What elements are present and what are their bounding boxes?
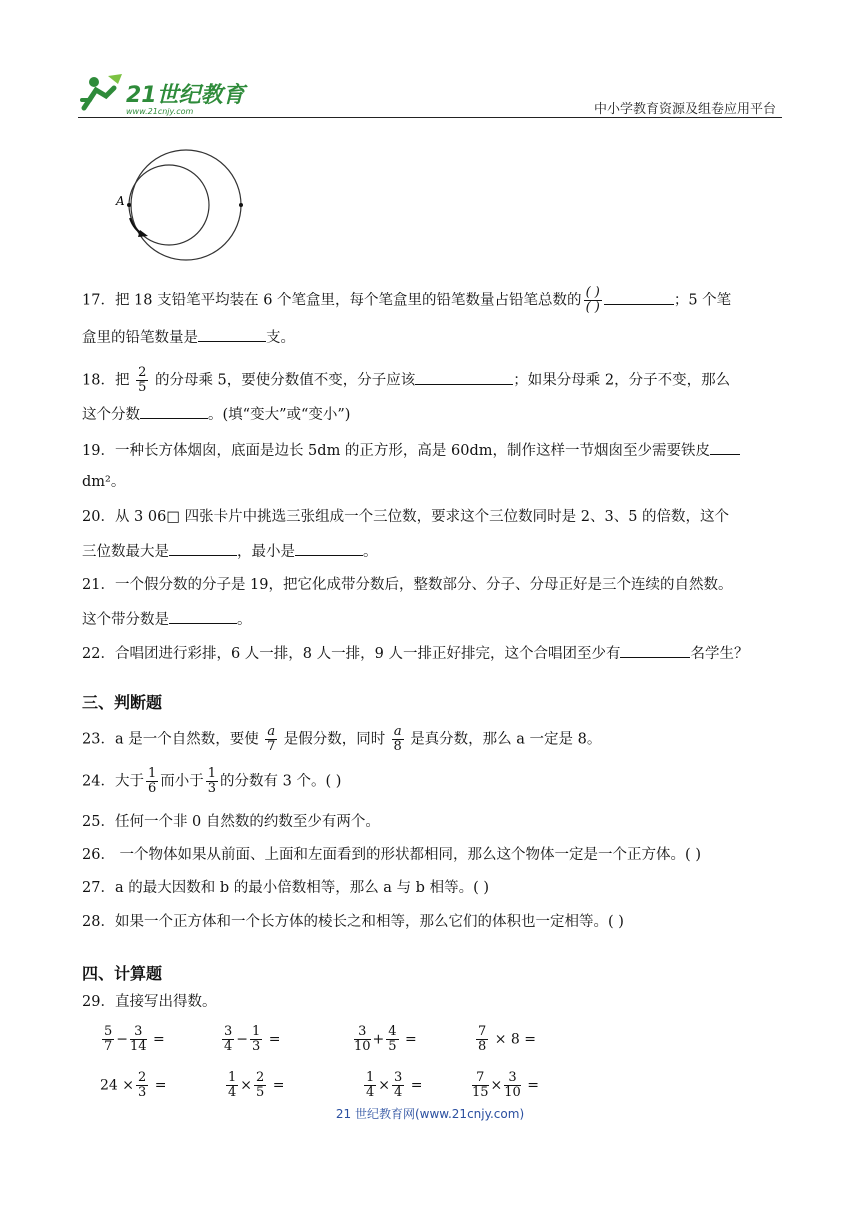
runner-logo-icon [78,70,248,120]
platform-label: 中小学教育资源及组卷应用平台 [593,102,776,117]
answer-blank[interactable] [198,327,266,342]
question-26: 26． 一个物体如果从前面、上面和左面看到的形状都相同，那么这个物体一定是一个正方体。( ) [82,847,701,863]
answer-blank[interactable] [710,440,740,455]
answer-blank[interactable] [295,541,363,556]
circles-figure [112,138,252,270]
site-logo[interactable] [78,70,248,120]
question-25: 25．任何一个非 0 自然数的约数至少有两个。 [82,814,380,830]
section-title-calculation: 四、计算题 [82,964,163,983]
question-21: 21．一个假分数的分子是 19，把它化成带分数后，整数部分、分子、分母正好是三个连续的自然数。 [82,577,733,593]
answer-blank[interactable] [169,541,237,556]
calc-item: $\frac{3}{10}$ + $\frac{4}{5}$ = [354,1024,417,1054]
question-17-cont: 盒里的铅笔数量是 支。 [82,327,780,348]
answer-blank[interactable] [604,290,674,305]
question-23: 23．a 是一个自然数，要使 $\frac{a}{7}$ 是假分数，同时 $\frac{a}{8}$ 是真分数，那么 a 一定是 8。 [82,724,602,754]
question-21-cont: 这个带分数是 。 [82,609,780,630]
calc-item: $\frac{7}{15}$ × $\frac{3}{10}$ = [472,1070,540,1100]
fraction: $\frac{( )}{( )}$ [585,285,600,315]
fraction: $\frac{1}{6}$ [147,766,157,796]
calc-item: $\frac{5}{7}$ − $\frac{3}{14}$ = [104,1024,165,1054]
question-24: 24．大于 $\frac{1}{6}$ 而小于 $\frac{1}{3}$ 的分数有 3 个。( ) [82,766,342,796]
calc-item: $\frac{1}{4}$ × $\frac{2}{5}$ = [228,1070,285,1100]
calc-item: $\frac{7}{8}$ × 8 = [478,1024,537,1054]
question-22: 22．合唱团进行彩排，6 人一排，8 人一排，9 人一排正好排完，这个合唱团至少有 名学生？ [82,643,780,664]
question-27: 27．a 的最大因数和 b 的最小倍数相等，那么 a 与 b 相等。( ) [82,880,489,896]
question-19: 19．一种长方体烟囱，底面是边长 5dm 的正方形，高是 60dm，制作这样一节烟囱至少需要铁皮 [82,440,780,461]
calc-item: 24 × $\frac{2}{3}$ = [100,1070,167,1100]
question-29: 29．直接写出得数。 [82,994,217,1010]
section-title-judgement: 三、判断题 [82,693,163,712]
question-18-cont: 这个分数 。(填“变大”或“变小”) [82,404,780,425]
fraction: $\frac{a}{7}$ [267,724,276,754]
logo-text: 21世纪教育 [126,83,245,108]
question-17: 17．把 18 支铅笔平均装在 6 个笔盒里，每个笔盒里的铅笔数量占铅笔总数的 $\frac{( )}{( )}$ ；5 个笔 [82,285,732,315]
answer-blank[interactable] [140,404,208,419]
point-a-label: A [116,194,125,208]
logo-url: www.21cnjy.com [126,107,194,116]
answer-blank[interactable] [415,370,513,385]
question-20-cont: 三位数最大是 ，最小是 。 [82,541,780,562]
header-divider [78,117,782,118]
fraction: $\frac{1}{3}$ [207,766,217,796]
question-28: 28．如果一个正方体和一个长方体的棱长之和相等，那么它们的体积也一定相等。( ) [82,914,624,930]
calc-item: $\frac{1}{4}$ × $\frac{3}{4}$ = [366,1070,423,1100]
fraction: $\frac{2}{5}$ [138,365,147,395]
question-18: 18．把 $\frac{2}{5}$ 的分母乘 5，要使分数值不变，分子应该 ；如果分母乘 2，分子不变，那么 [82,365,731,395]
footer-site-link[interactable]: 21 世纪教育网(www.21cnjy.com) [335,1107,525,1121]
question-19-cont: dm²。 [82,474,126,490]
calc-item: $\frac{3}{4}$ − $\frac{1}{3}$ = [224,1024,281,1054]
answer-blank[interactable] [620,643,690,658]
fraction: $\frac{a}{8}$ [393,724,402,754]
answer-blank[interactable] [169,609,237,624]
question-20: 20．从 3 06□ 四张卡片中挑选三张组成一个三位数，要求这个三位数同时是 2、3、5 的倍数，这个 [82,509,730,525]
